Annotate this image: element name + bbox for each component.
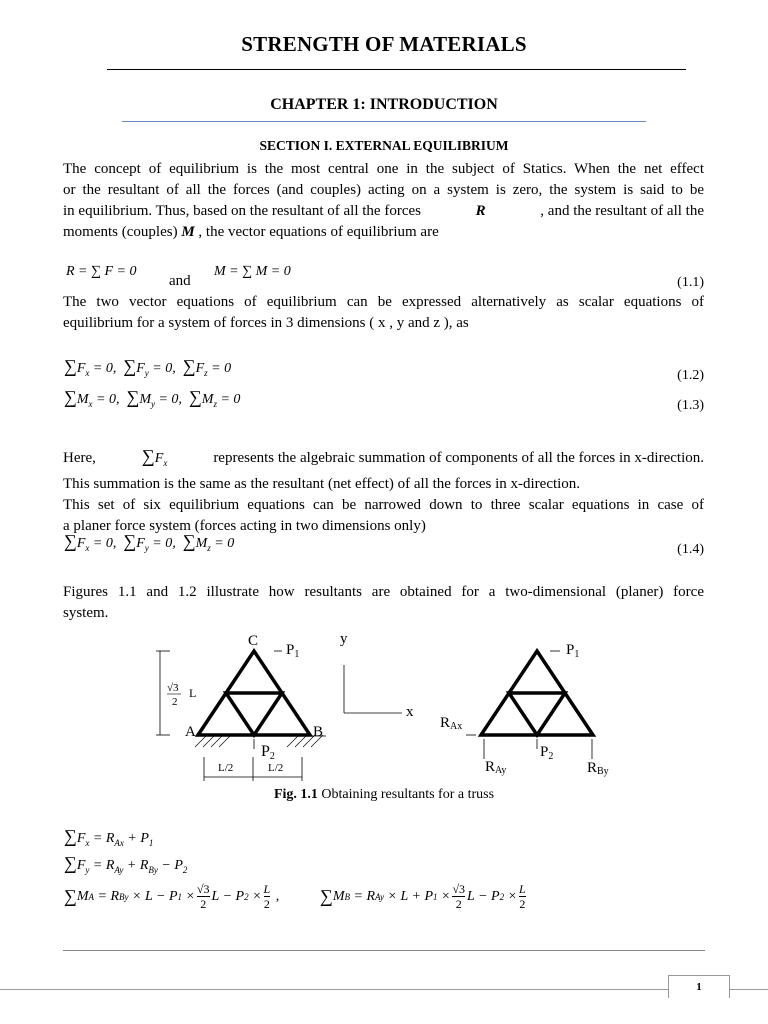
- para-line: a planer force system (forces acting in two dimensions only): [63, 517, 426, 534]
- para-line: [63, 222, 704, 243]
- paragraph-equilibrium-intro: [63, 159, 704, 243]
- support-hatch-a: [195, 735, 231, 747]
- paragraph-scalar-equations: [63, 292, 704, 334]
- coordinate-axes: [344, 665, 402, 713]
- caption-text: Obtaining resultants for a truss: [317, 787, 495, 802]
- para-line: This set of six equilibrium equations can be narrowed down to three scalar equations in case of: [63, 496, 704, 513]
- equation-1-3: $\sum M_x = 0$, $\sum M_y = 0$, $\sum M_z = 0$: [64, 387, 241, 409]
- para-text: Here,: [63, 450, 96, 466]
- caption-label: Fig. 1.1: [273, 787, 318, 802]
- section-heading: SECTION I. EXTERNAL EQUILIBRIUM: [259, 138, 509, 153]
- label-sqrt3: √3: [167, 682, 179, 694]
- label-l-half-2: L/2: [268, 762, 284, 774]
- para-line: equilibrium for a system of forces in 3 dimensions ( x , y and z ), as: [63, 315, 469, 331]
- figure-caption: [0, 787, 768, 803]
- label-a: A: [185, 724, 196, 740]
- label-two: 2: [172, 696, 178, 708]
- label-c: C: [248, 633, 259, 649]
- truss-inner-triangle: [509, 693, 565, 735]
- result-sum-fy: $\sum F_y = R_{Ay} + R_{By} - P_2$: [64, 853, 188, 875]
- equation-1-4: $\sum F_x = 0$, $\sum F_y = 0$, $\sum M_z = 0$: [64, 531, 235, 553]
- para-text: represents the algebraic summation of components of all the forces in x-direction.: [213, 450, 704, 466]
- equation-number-1-3: (1.3): [677, 398, 704, 413]
- truss-figure: [140, 625, 640, 785]
- para-line: [63, 201, 704, 222]
- result-sum-mb: ∑ M B = R Ay × L + P 1 × √3 2 L − P 2 × L 2: [320, 882, 526, 911]
- para-line: system.: [63, 605, 109, 621]
- footer-rule: [63, 950, 705, 951]
- para-line: Figures 1.1 and 1.2 illustrate how resultants are obtained for a two-dimensional (planer) force: [63, 584, 704, 600]
- footer-rule-bottom: [0, 989, 768, 990]
- para-text: , the vector equations of equilibrium are: [198, 224, 439, 240]
- equation-number-1-4: (1.4): [677, 542, 704, 557]
- label-l-half-1: L/2: [218, 762, 234, 774]
- label-rax: RAx: [440, 715, 463, 732]
- equation-number-1-1: (1.1): [677, 275, 704, 290]
- label-b: B: [313, 724, 324, 740]
- label-l: L: [189, 686, 197, 700]
- para-text: in equilibrium. Thus, based on the resultant of all the forces: [63, 203, 421, 219]
- truss-inner-triangle: [226, 693, 282, 735]
- label-ray: RAy: [485, 759, 507, 776]
- para-line: This summation is the same as the resultant (net effect) of all the forces in x-direction.: [63, 475, 581, 492]
- label-x-axis: x: [406, 704, 414, 720]
- truss-right: [466, 651, 593, 759]
- title-rule: [107, 69, 686, 70]
- label-rby: RBy: [587, 760, 609, 777]
- equation-1-1-right: M = ∑ M = 0: [214, 264, 291, 279]
- truss-left: [156, 651, 326, 781]
- symbol-M: M: [181, 224, 195, 240]
- page-number: 1: [668, 975, 730, 998]
- label-y-axis: y: [340, 631, 348, 647]
- para-line: The concept of equilibrium is the most central one in the subject of Statics. When the net effect: [63, 161, 704, 177]
- equation-1-1-left: R = ∑ F = 0: [66, 264, 137, 279]
- para-line: The two vector equations of equilibrium can be expressed alternatively as scalar equations of: [63, 294, 704, 310]
- document-title: STRENGTH OF MATERIALS: [241, 32, 527, 56]
- chapter-heading: CHAPTER 1: INTRODUCTION: [270, 96, 498, 113]
- label-p2: P2: [261, 743, 275, 762]
- equation-and: and: [169, 273, 191, 289]
- result-sum-ma: ∑ M A = R By × L − P 1 × √3 2 L − P 2 × L 2 ,: [64, 882, 280, 911]
- para-line: [63, 446, 704, 474]
- para-text: , and the resultant of all the: [540, 203, 704, 219]
- result-sum-fx: $\sum F_x = R_{Ax} + P_1$: [64, 826, 154, 848]
- label-p2-right: $P_2$: [540, 744, 554, 762]
- paragraph-here: [63, 446, 704, 537]
- equation-number-1-2: (1.2): [677, 368, 704, 383]
- symbol-sum-fx: $\sum F_x$: [141, 446, 168, 468]
- para-line: or the resultant of all the forces (and couples) acting on a system is zero, the system is said to be: [63, 182, 704, 198]
- chapter-rule: [122, 121, 646, 122]
- label-p1-right: $P_1$: [566, 642, 580, 660]
- symbol-R: R: [475, 203, 486, 219]
- label-p1: $P_1$: [286, 642, 300, 660]
- para-text: moments (couples): [63, 224, 178, 240]
- equation-1-2: $\sum F_x = 0$, $\sum F_y = 0$, $\sum F_z = 0$: [64, 356, 232, 378]
- paragraph-figures: [63, 582, 704, 624]
